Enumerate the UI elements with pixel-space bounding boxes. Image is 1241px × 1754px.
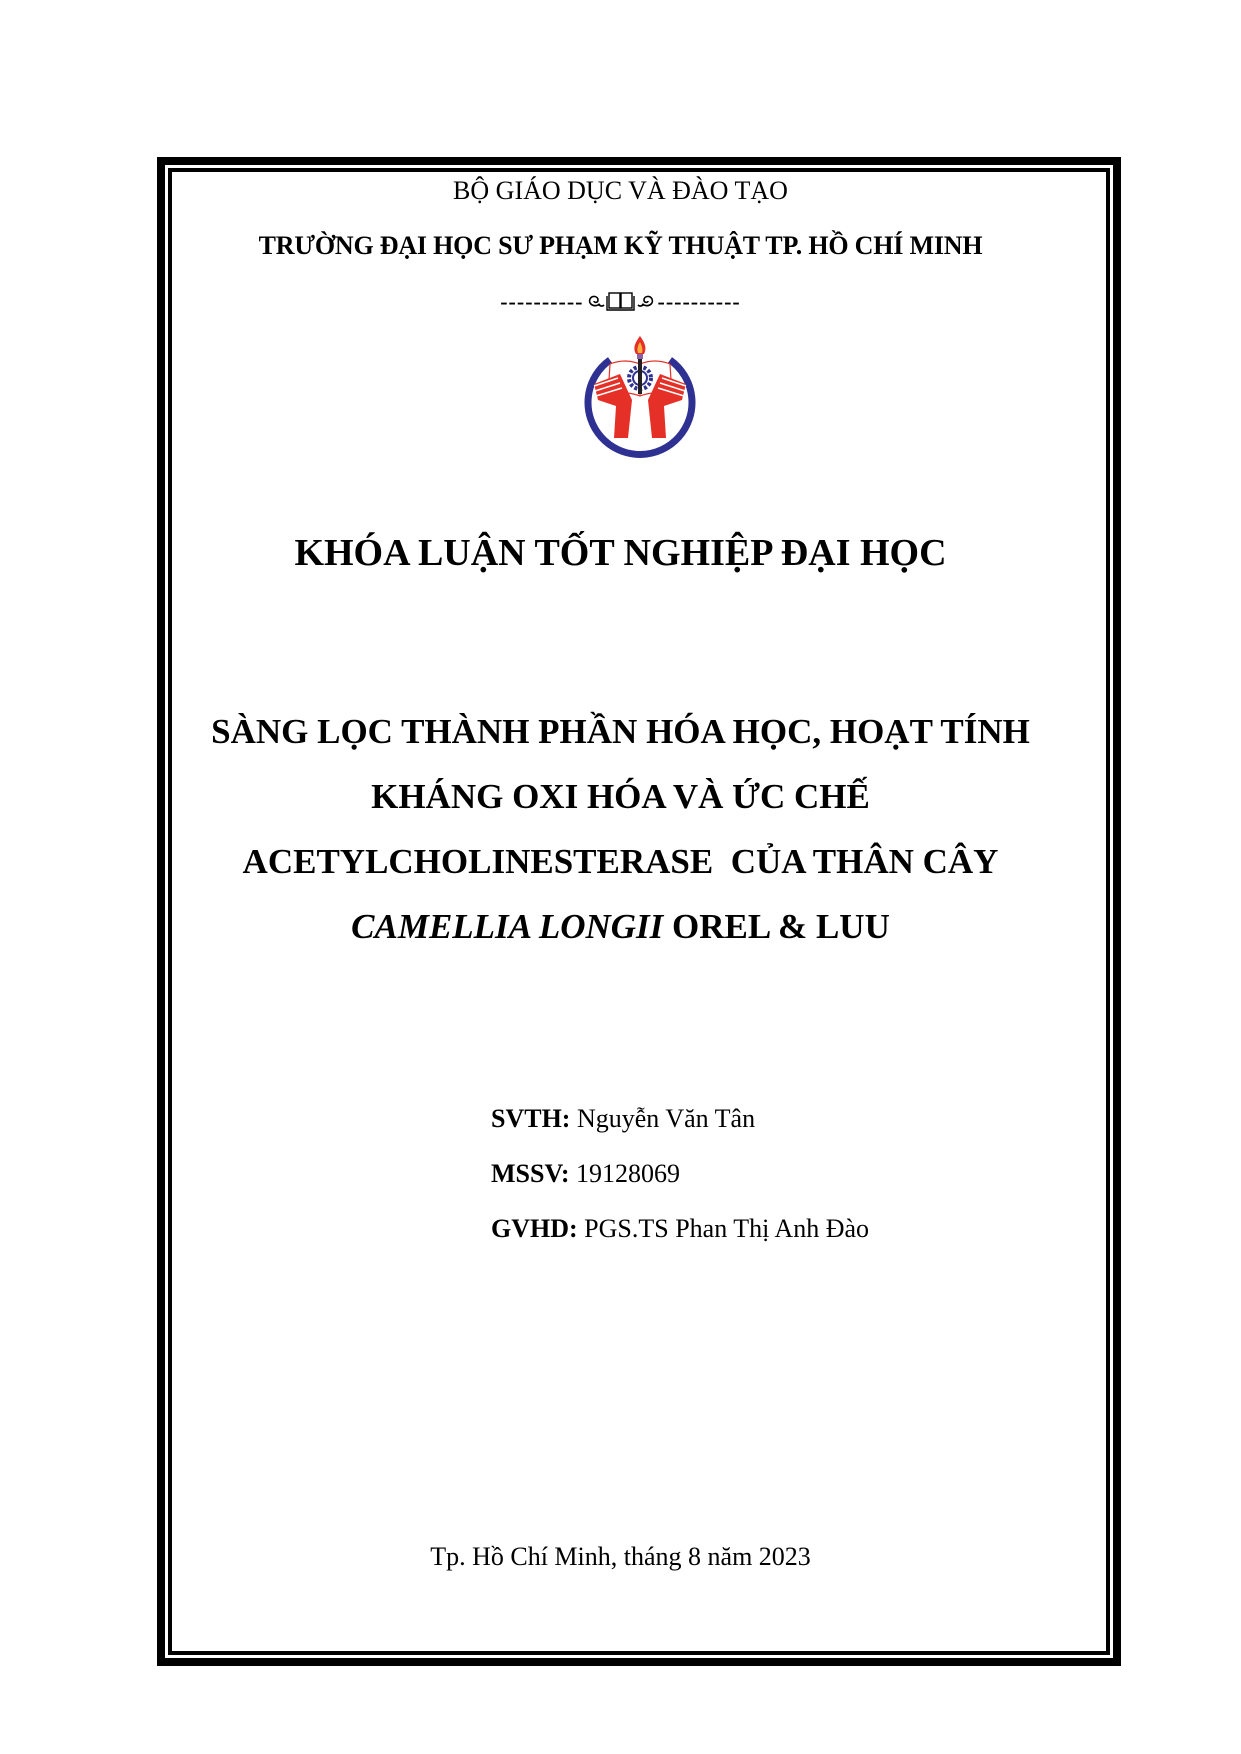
header-ornament [0,290,1241,314]
ministry-name: BỘ GIÁO DỤC VÀ ĐÀO TẠO [453,176,788,205]
thesis-title-line-2: KHÁNG OXI HÓA VÀ ỨC CHẾ [371,777,870,816]
thesis-title-line-4 [0,909,1241,944]
school-name: TRƯỜNG ĐẠI HỌC SƯ PHẠM KỸ THUẬT TP. HỒ CHÍ MINH [258,231,983,260]
university-logo [580,334,700,460]
student-label: SVTH: [491,1104,571,1133]
student-id: 19128069 [569,1159,681,1188]
place-date: Tp. Hồ Chí Minh, tháng 8 năm 2023 [430,1542,811,1571]
species-name: CAMELLIA LONGII [351,907,664,946]
advisor-info [491,1216,869,1242]
ornament-left-dashes: ---------- [500,289,584,314]
student-name: Nguyễn Văn Tân [570,1104,756,1133]
degree-title: KHÓA LUẬN TỐT NGHIỆP ĐẠI HỌC [294,532,947,574]
thesis-title-line-3: ACETYLCHOLINESTERASE CỦA THÂN CÂY [242,842,999,881]
advisor-label: GVHD: [491,1214,578,1243]
student-id-info [491,1161,680,1187]
ornament-right-dashes: ---------- [657,289,741,314]
student-info [491,1106,755,1132]
student-id-label: MSSV: [491,1159,570,1188]
advisor-name: PGS.TS Phan Thị Anh Đào [577,1214,870,1243]
species-authority: OREL & LUU [663,907,890,946]
open-book-flourish-icon [586,290,656,314]
thesis-title-line-1: SÀNG LỌC THÀNH PHẦN HÓA HỌC, HOẠT TÍNH [211,712,1030,751]
